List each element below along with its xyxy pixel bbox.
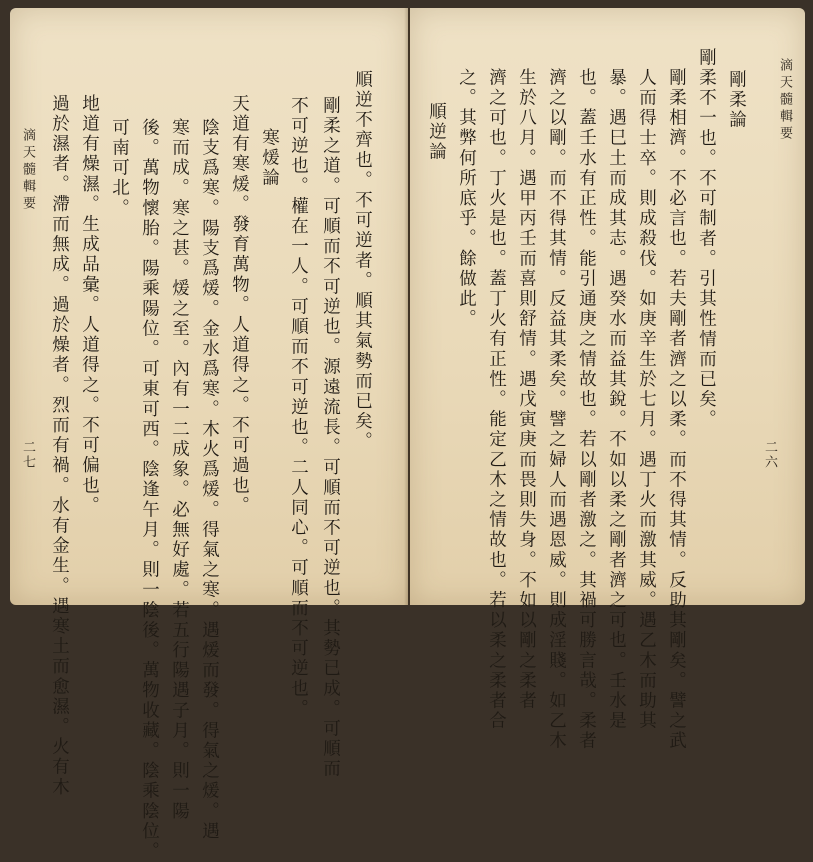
text-column: 地道有燥濕。生成品彙。人道得之。不可偏也。	[79, 94, 100, 517]
text-column: 之。其弊何所底乎。餘做此。	[456, 68, 477, 330]
text-column: 寒而成。寒之甚。煖之至。內有一二成象。必無好處。若五行陽遇子月。則一陽	[169, 118, 190, 822]
text-column: 過於濕者。滯而無成。過於燥者。烈而有禍。水有金生。遇寒土而愈濕。火有木	[49, 94, 70, 798]
left-page	[10, 8, 408, 862]
text-column: 剛柔不一也。不可制者。引其性情而已矣。	[696, 48, 717, 430]
text-column: 順逆不齊也。不可逆者。順其氣勢而已矣。	[352, 70, 373, 452]
text-column: 也。蓋壬水有正性。能引通庚之情故也。若以剛者激之。其禍可勝言哉。柔者	[576, 68, 597, 752]
running-title: 滴天髓輯要	[20, 128, 35, 213]
text-column: 剛柔之道。可順而不可逆也。源遠流長。可順而不可逆也。其勢已成。可順而	[320, 96, 341, 780]
page-number: 二七	[20, 440, 35, 470]
section-heading: 剛柔論	[726, 70, 747, 131]
text-column: 剛柔相濟。不必言也。若夫剛者濟之以柔。而不得其情。反助其剛矣。譬之武	[666, 68, 687, 752]
text-column: 天道有寒煖。發育萬物。人道得之。不可過也。	[229, 94, 250, 517]
text-column: 暴。遇巳土而成其志。遇癸水而益其銳。不如以柔之剛者濟之可也。壬水是	[606, 68, 627, 732]
section-heading: 寒煖論	[259, 128, 280, 189]
text-column: 生於八月。遇甲丙壬而喜則舒情。遇戊寅庚而畏則失身。不如以剛之柔者	[516, 68, 537, 712]
text-column: 陰支爲寒。陽支爲煖。金水爲寒。木火爲煖。得氣之寒。遇煖而發。得氣之煖。遇	[199, 118, 220, 842]
running-title: 滴天髓輯要	[777, 58, 792, 143]
text-column: 人而得士卒。則成殺伐。如庚辛生於七月。遇丁火而激其威。遇乙木而助其	[636, 68, 657, 732]
text-column: 後。萬物懷胎。陽乘陽位。可東可西。陰逢午月。則一陰後。萬物收藏。陰乘陰位。	[139, 118, 160, 862]
text-column: 濟之可也。丁火是也。蓋丁火有正性。能定乙木之情故也。若以柔之柔者合	[486, 68, 507, 732]
right-page	[410, 8, 805, 752]
page-number: 二六	[762, 440, 777, 470]
text-column: 不可逆也。權在一人。可順而不可逆也。二人同心。可順而不可逆也。	[288, 96, 309, 720]
text-column: 濟之以剛。而不得其情。反益其柔矣。譬之婦人而遇恩威。則成淫賤。如乙木	[546, 68, 567, 752]
section-heading: 順逆論	[426, 102, 447, 163]
text-column: 可南可北。	[109, 118, 130, 219]
